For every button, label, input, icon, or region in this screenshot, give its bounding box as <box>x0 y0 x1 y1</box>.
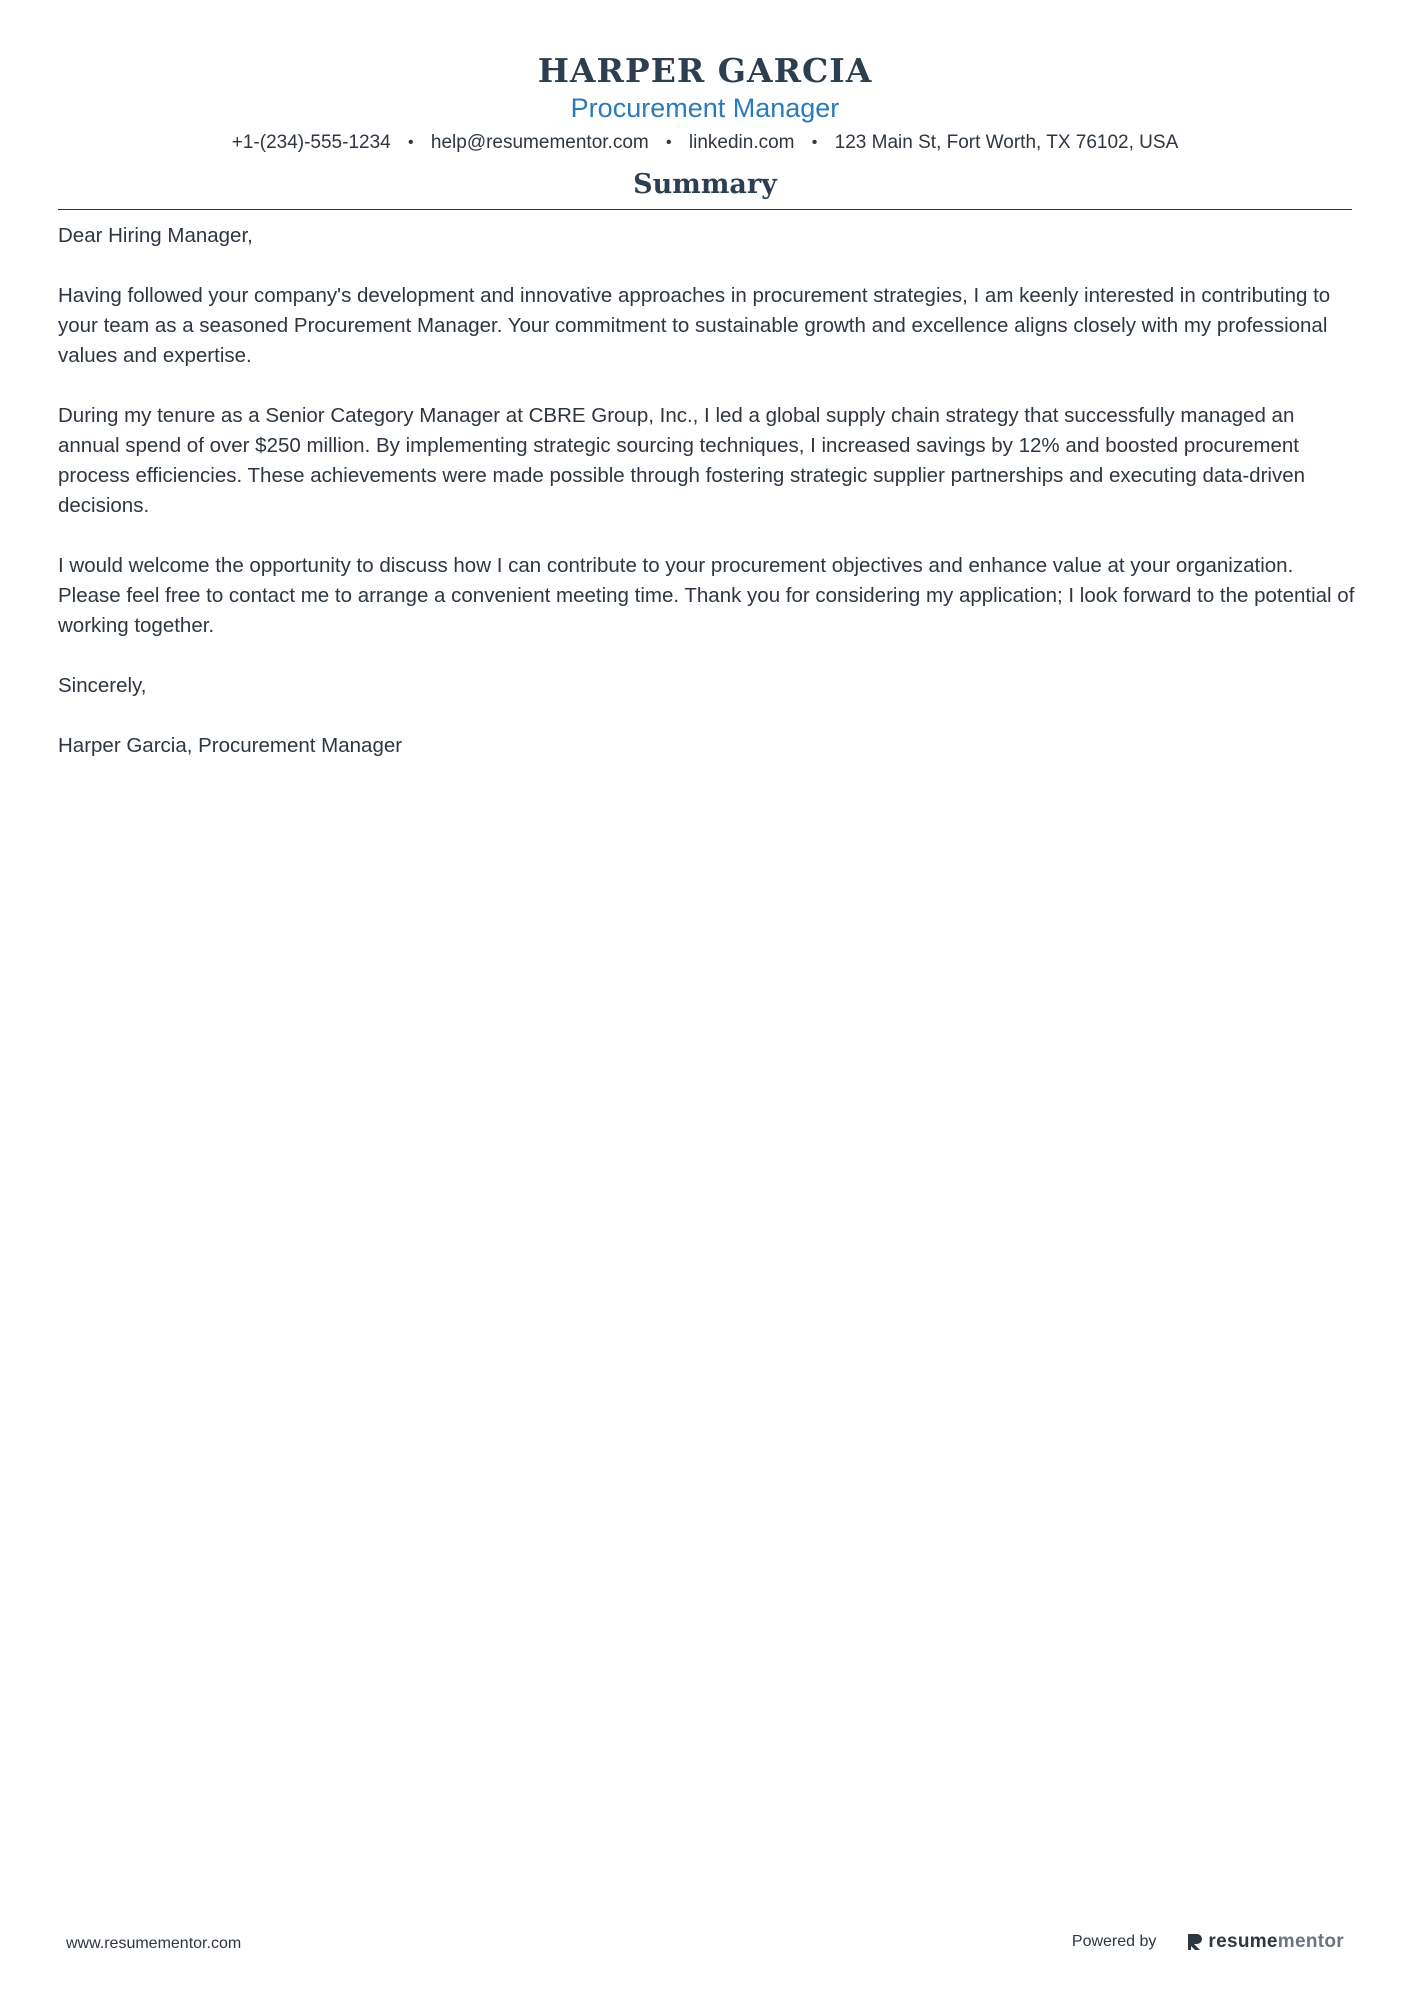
brand-text-resume: resume <box>1208 1931 1278 1952</box>
separator-dot: • <box>666 134 672 151</box>
header <box>58 50 1352 156</box>
letter-closing: Sincerely, <box>58 674 147 697</box>
letter-paragraph: Having followed your company's development and innovative approaches in procurement strategies, I am keenly interested in contributing to your team as a seasoned Procurement Manager. Your commitment to sustainable growth and excellence aligns closely with my professional values and expertise. <box>58 284 1331 367</box>
address: 123 Main St, Fort Worth, TX 76102, USA <box>834 132 1179 153</box>
letter-paragraph: I would welcome the opportunity to discuss how I can contribute to your procurement objectives and enhance value at your organization. Please feel free to contact me to arrange a convenient meeting time. Thank you for considering my application; I look forward to the potential of working together. <box>58 554 1355 637</box>
footer-powered-by <box>1072 1931 1344 1953</box>
contact-line <box>58 130 1352 156</box>
linkedin[interactable]: linkedin.com <box>688 132 795 153</box>
separator-dot: • <box>408 134 414 151</box>
section-title-summary: Summary <box>633 169 777 200</box>
letter-greeting: Dear Hiring Manager, <box>58 224 253 247</box>
resumementor-logo-icon <box>1186 1932 1204 1952</box>
phone: +1-(234)-555-1234 <box>231 132 391 153</box>
email[interactable]: help@resumementor.com <box>430 132 649 153</box>
candidate-name: HARPER GARCIA <box>537 51 873 90</box>
letter-signature: Harper Garcia, Procurement Manager <box>58 734 403 757</box>
brand-text-mentor: mentor <box>1277 1931 1344 1952</box>
powered-by-label: Powered by <box>1071 1933 1157 1950</box>
candidate-title: Procurement Manager <box>570 93 840 123</box>
section-divider <box>58 209 1352 210</box>
letter-body <box>58 221 1356 791</box>
brand-logo[interactable] <box>1186 1931 1344 1953</box>
footer-website[interactable]: www.resumementor.com <box>66 1935 242 1952</box>
letter-paragraph: During my tenure as a Senior Category Manager at CBRE Group, Inc., I led a global supply chain strategy that successfully managed an annual spend of over $250 million. By implementing strategic sourcing techniques, I increased savings by 12% and boosted procurement process efficiencies. These achievements were made possible through fostering strategic supplier partnerships and executing data-driven decisions. <box>58 404 1306 517</box>
separator-dot: • <box>811 134 818 151</box>
